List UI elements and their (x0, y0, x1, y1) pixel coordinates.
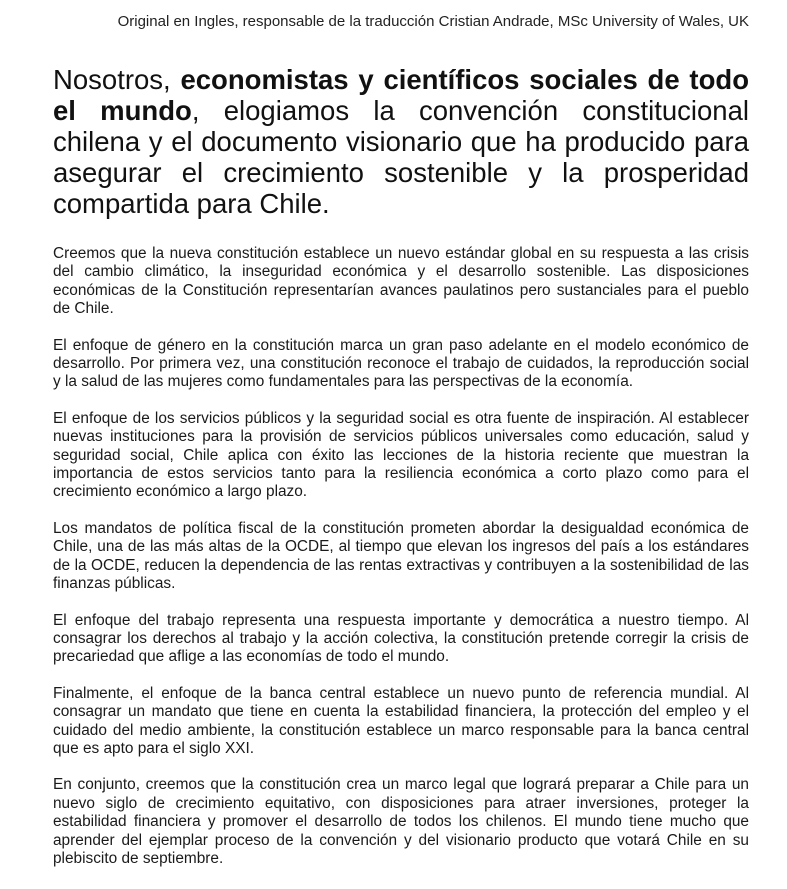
paragraph-central-bank: Finalmente, el enfoque de la banca central establece un nuevo punto de referencia mundial. Al consagrar un mandato que tiene en cuenta la estabilidad financiera, la protección del empleo y el cuidado del medio ambiente, la constitución establece un marco responsable para la banca central que es apto para el siglo XXI. (53, 684, 749, 757)
heading-lead: Nosotros, (53, 64, 181, 95)
paragraph-labor: El enfoque del trabajo representa una respuesta importante y democrática a nuestro tiempo. Al consagrar los derechos al trabajo y la acción colectiva, la constitución pretende corregir la crisis de precariedad que aflige a las economías de todo el mundo. (53, 611, 749, 666)
paragraph-conclusion: En conjunto, creemos que la constitución crea un marco legal que logrará preparar a Chile para un nuevo siglo de crecimiento equitativo, con disposiciones para atraer inversiones, proteger la estabilidad financiera y promover el desarrollo de todos los chilenos. El mundo tiene mucho que aprender del ejemplar proceso de la convención y del visionario producto que votará Chile en su plebiscito de septiembre. (53, 776, 749, 867)
paragraph-climate: Creemos que la nueva constitución establece un nuevo estándar global en su respuesta a las crisis del cambio climático, la inseguridad económica y el desarrollo sostenible. Las disposiciones económicas de la Constitución representarían avances paulatinos pero sustanciales para el pueblo de Chile. (53, 245, 749, 318)
translator-note: Original en Ingles, responsable de la traducción Cristian Andrade, MSc University of Wales, UK (117, 13, 749, 30)
paragraph-gender: El enfoque de género en la constitución marca un gran paso adelante en el modelo económico de desarrollo. Por primera vez, una constitución reconoce el trabajo de cuidados, la reproducción social y la salud de las mujeres como fundamentales para las perspectivas de la economía. (53, 336, 749, 391)
heading-rest: , elogiamos la convención constitucional chilena y el documento visionario que ha producido para asegurar el crecimiento sostenible y la prosperidad compartida para Chile. (53, 95, 749, 219)
heading-emphasis: economistas y científicos sociales de todo el mundo (53, 64, 749, 126)
paragraph-fiscal-policy: Los mandatos de política fiscal de la constitución prometen abordar la desigualdad económica de Chile, una de las más altas de la OCDE, al tiempo que elevan los ingresos del país a los estándares de la OCDE, reducen la dependencia de las rentas extractivas y contribuyen a la sostenibilidad de las finanzas públicas. (53, 519, 749, 593)
letter-body (53, 245, 749, 886)
paragraph-public-services: El enfoque de los servicios públicos y la seguridad social es otra fuente de inspiración. Al establecer nuevas instituciones para la provisión de servicios públicos universales como educación, salud y seguridad social, Chile aplica con éxito las lecciones de la historia reciente que muestran la importancia de estos servicios tanto para la resiliencia económica a corto plazo como para el crecimiento económico a largo plazo. (53, 409, 749, 501)
letter-heading (53, 64, 749, 219)
